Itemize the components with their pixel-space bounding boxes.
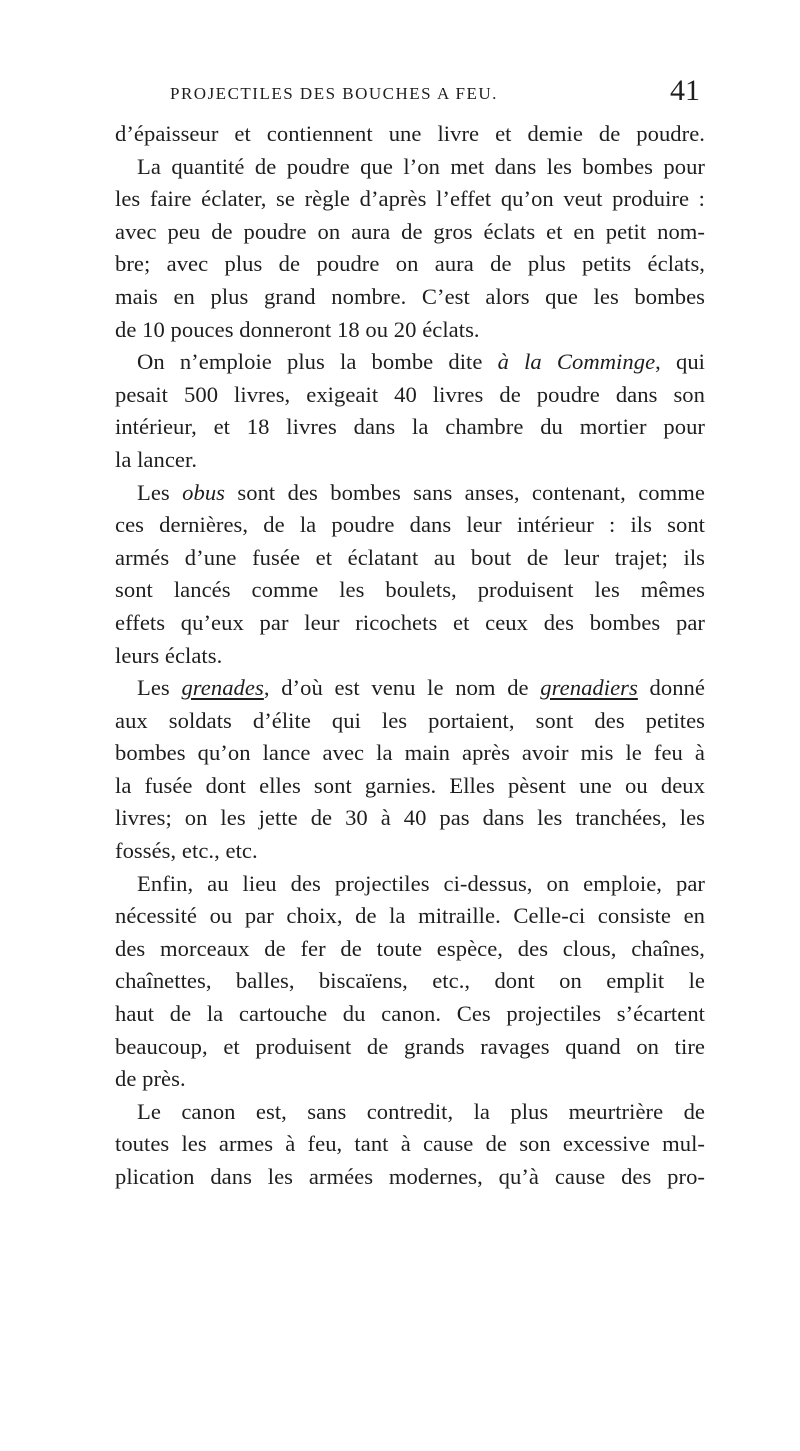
text-line: bombes qu’on lance avec la main après avoir mis le feu à [115,740,705,766]
text-line: chaînettes, balles, biscaïens, etc., dont on emplit le [115,968,705,994]
text-line: On n’emploie plus la bombe dite à la Comminge, qui [137,349,706,375]
text-line: nécessité ou par choix, de la mitraille. Celle-ci consiste en [115,903,705,929]
text-line: les faire éclater, se règle d’après l’effet qu’on veut produire : [115,186,705,212]
page-number: 41 [670,74,700,107]
text-line: toutes les armes à feu, tant à cause de son excessive mul- [115,1131,705,1157]
text-line: mais en plus grand nombre. C’est alors que les bombes [115,283,705,309]
italic-term: obus [182,479,226,505]
text-line: la lancer. [115,446,198,472]
text-line: sont lancés comme les boulets, produisent les mêmes [115,577,705,603]
running-title: PROJECTILES DES BOUCHES A FEU. [170,84,498,103]
italic-term: grenadiers [540,675,638,701]
text-line: d’épaisseur et contiennent une livre et demie de poudre. [115,121,705,146]
text-line: leurs éclats. [115,642,223,668]
text-line: intérieur, et 18 livres dans la chambre du mortier pour [115,414,705,440]
text-line: la fusée dont elles sont garnies. Elles pèsent une ou deux [115,772,705,798]
italic-phrase: à la Comminge [497,349,656,375]
text-line: aux soldats d’élite qui les portaient, sont des petites [115,707,705,733]
text-line: Le canon est, sans contredit, la plus meurtrière de [137,1098,705,1124]
text-line: plication dans les armées modernes, qu’à cause des pro- [115,1164,705,1189]
text-line: avec peu de poudre on aura de gros éclats et en petit nom- [115,218,705,244]
text-line: Les obus sont des bombes sans anses, contenant, comme [137,479,705,505]
text-line: de 10 pouces donneront 18 ou 20 éclats. [115,316,480,342]
text-line: La quantité de poudre que l’on met dans les bombes pour [137,153,705,179]
body-text [115,118,705,1194]
text-line: Enfin, au lieu des projectiles ci-dessus, on emploie, par [137,870,705,896]
text-line: haut de la cartouche du canon. Ces projectiles s’écartent [115,1001,705,1027]
text-line: effets qu’eux par leur ricochets et ceux des bombes par [115,609,705,635]
italic-term: grenades [181,675,264,701]
text-line: beaucoup, et produisent de grands ravages quand on tire [115,1033,705,1059]
text-line: armés d’une fusée et éclatant au bout de leur trajet; ils [115,544,705,570]
text-line: livres; on les jette de 30 à 40 pas dans les tranchées, les [115,805,705,831]
page-header [170,74,700,114]
text-line: pesait 500 livres, exigeait 40 livres de poudre dans son [115,381,705,407]
text-line: de près. [115,1066,186,1092]
text-line: ces dernières, de la poudre dans leur intérieur : ils sont [115,512,705,538]
text-line: Les grenades, d’où est venu le nom de grenadiers donné [137,675,705,701]
text-line: fossés, etc., etc. [115,838,258,864]
text-line: bre; avec plus de poudre on aura de plus petits éclats, [115,251,705,277]
text-line: des morceaux de fer de toute espèce, des clous, chaînes, [115,935,705,961]
